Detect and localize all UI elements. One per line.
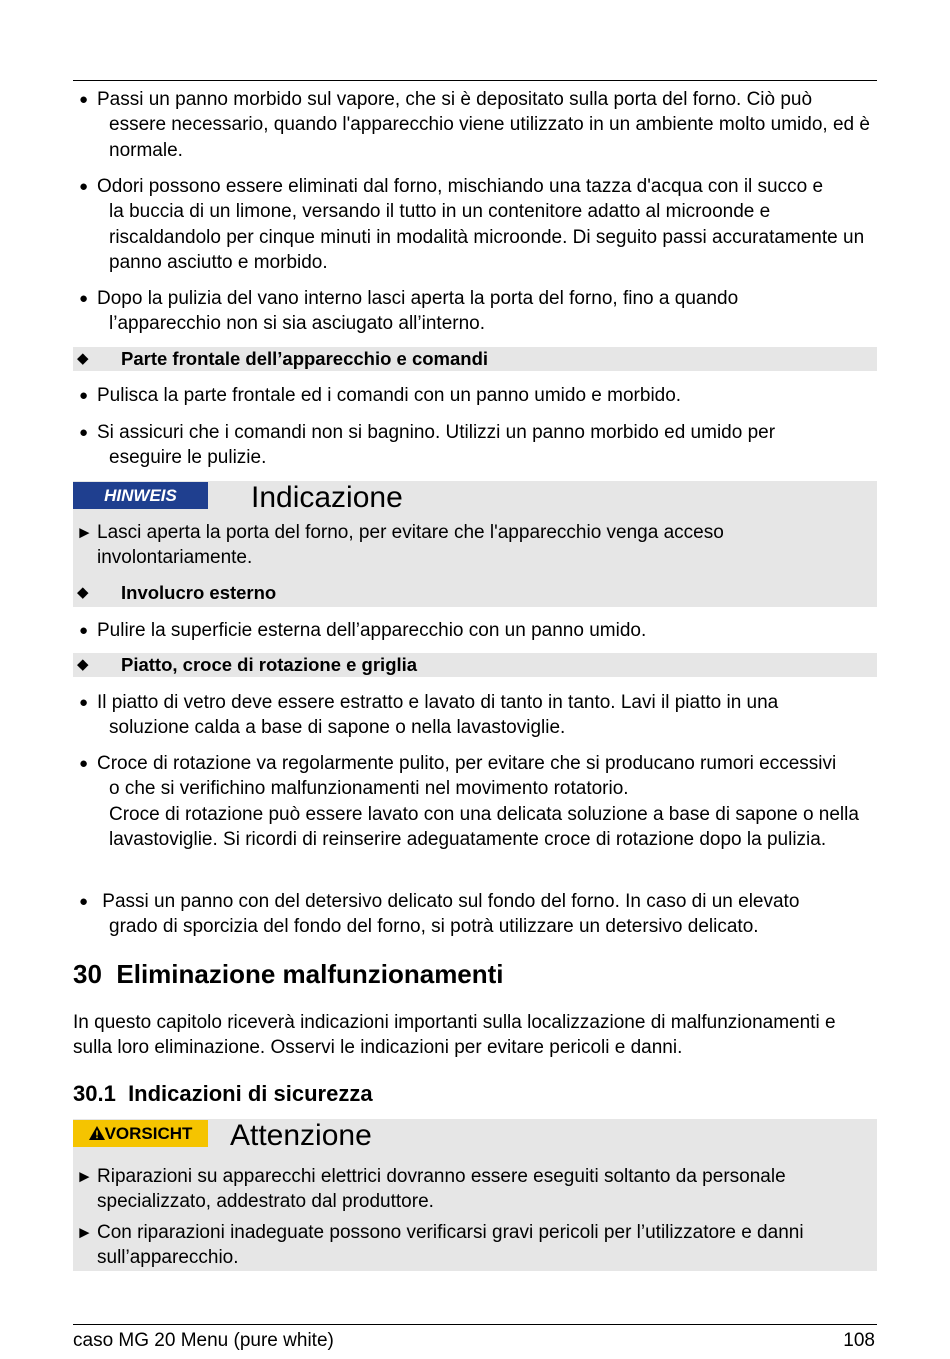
bullet-icon: ● <box>79 622 89 639</box>
section-heading-front: ◆ Parte frontale dell’apparecchio e comandi <box>73 347 877 371</box>
diamond-icon: ◆ <box>77 584 89 601</box>
bullet-icon: ● <box>79 178 89 195</box>
caution-item: Con riparazioni inadeguate possono verificarsi gravi pericoli per l’utilizzatore e danni sull’apparecchio. <box>97 1222 804 1269</box>
warning-triangle-icon <box>89 1126 105 1140</box>
bullet-icon: ● <box>79 755 89 772</box>
section-heading-housing: ◆ Involucro esterno <box>77 582 277 603</box>
notice-title: Indicazione <box>251 481 403 514</box>
chapter-heading: 30 Eliminazione malfunzionamenti <box>73 959 504 989</box>
bullet-icon: ● <box>79 694 89 711</box>
bullet-icon: ● <box>79 893 89 910</box>
arrow-right-icon: ► <box>76 1167 93 1186</box>
arrow-right-icon: ► <box>76 523 93 542</box>
caution-tag: VORSICHT <box>73 1120 208 1147</box>
notice-box <box>73 481 877 607</box>
arrow-right-icon: ► <box>76 1223 93 1242</box>
notice-tag: HINWEIS <box>73 482 208 509</box>
bullet-icon: ● <box>79 387 89 404</box>
header-rule <box>73 80 877 81</box>
notice-text: Lasci aperta la porta del forno, per evitare che l'apparecchio venga acceso involontariamente. <box>97 522 724 569</box>
caution-title: Attenzione <box>230 1119 372 1152</box>
bullet-icon: ● <box>79 91 89 108</box>
footer-page-number: 108 <box>843 1330 875 1351</box>
caution-item: Riparazioni su apparecchi elettrici dovranno essere eseguiti soltanto da personale specializzato, addestrato dal produttore. <box>97 1166 786 1213</box>
bullet-icon: ● <box>79 290 89 307</box>
diamond-icon: ◆ <box>77 656 89 673</box>
footer-product: caso MG 20 Menu (pure white) <box>73 1330 334 1351</box>
bullet-icon: ● <box>79 424 89 441</box>
caution-box <box>73 1119 877 1271</box>
diamond-icon: ◆ <box>77 350 89 367</box>
footer-rule <box>73 1324 877 1325</box>
section-heading-plate: ◆ Piatto, croce di rotazione e griglia <box>73 653 877 677</box>
chapter-intro: In questo capitolo riceverà indicazioni importanti sulla localizzazione di malfunzionamenti e sulla loro eliminazione. Osservi le indicazioni per evitare pericoli e danni. <box>73 1012 836 1059</box>
subchapter-heading: 30.1 Indicazioni di sicurezza <box>73 1081 373 1106</box>
